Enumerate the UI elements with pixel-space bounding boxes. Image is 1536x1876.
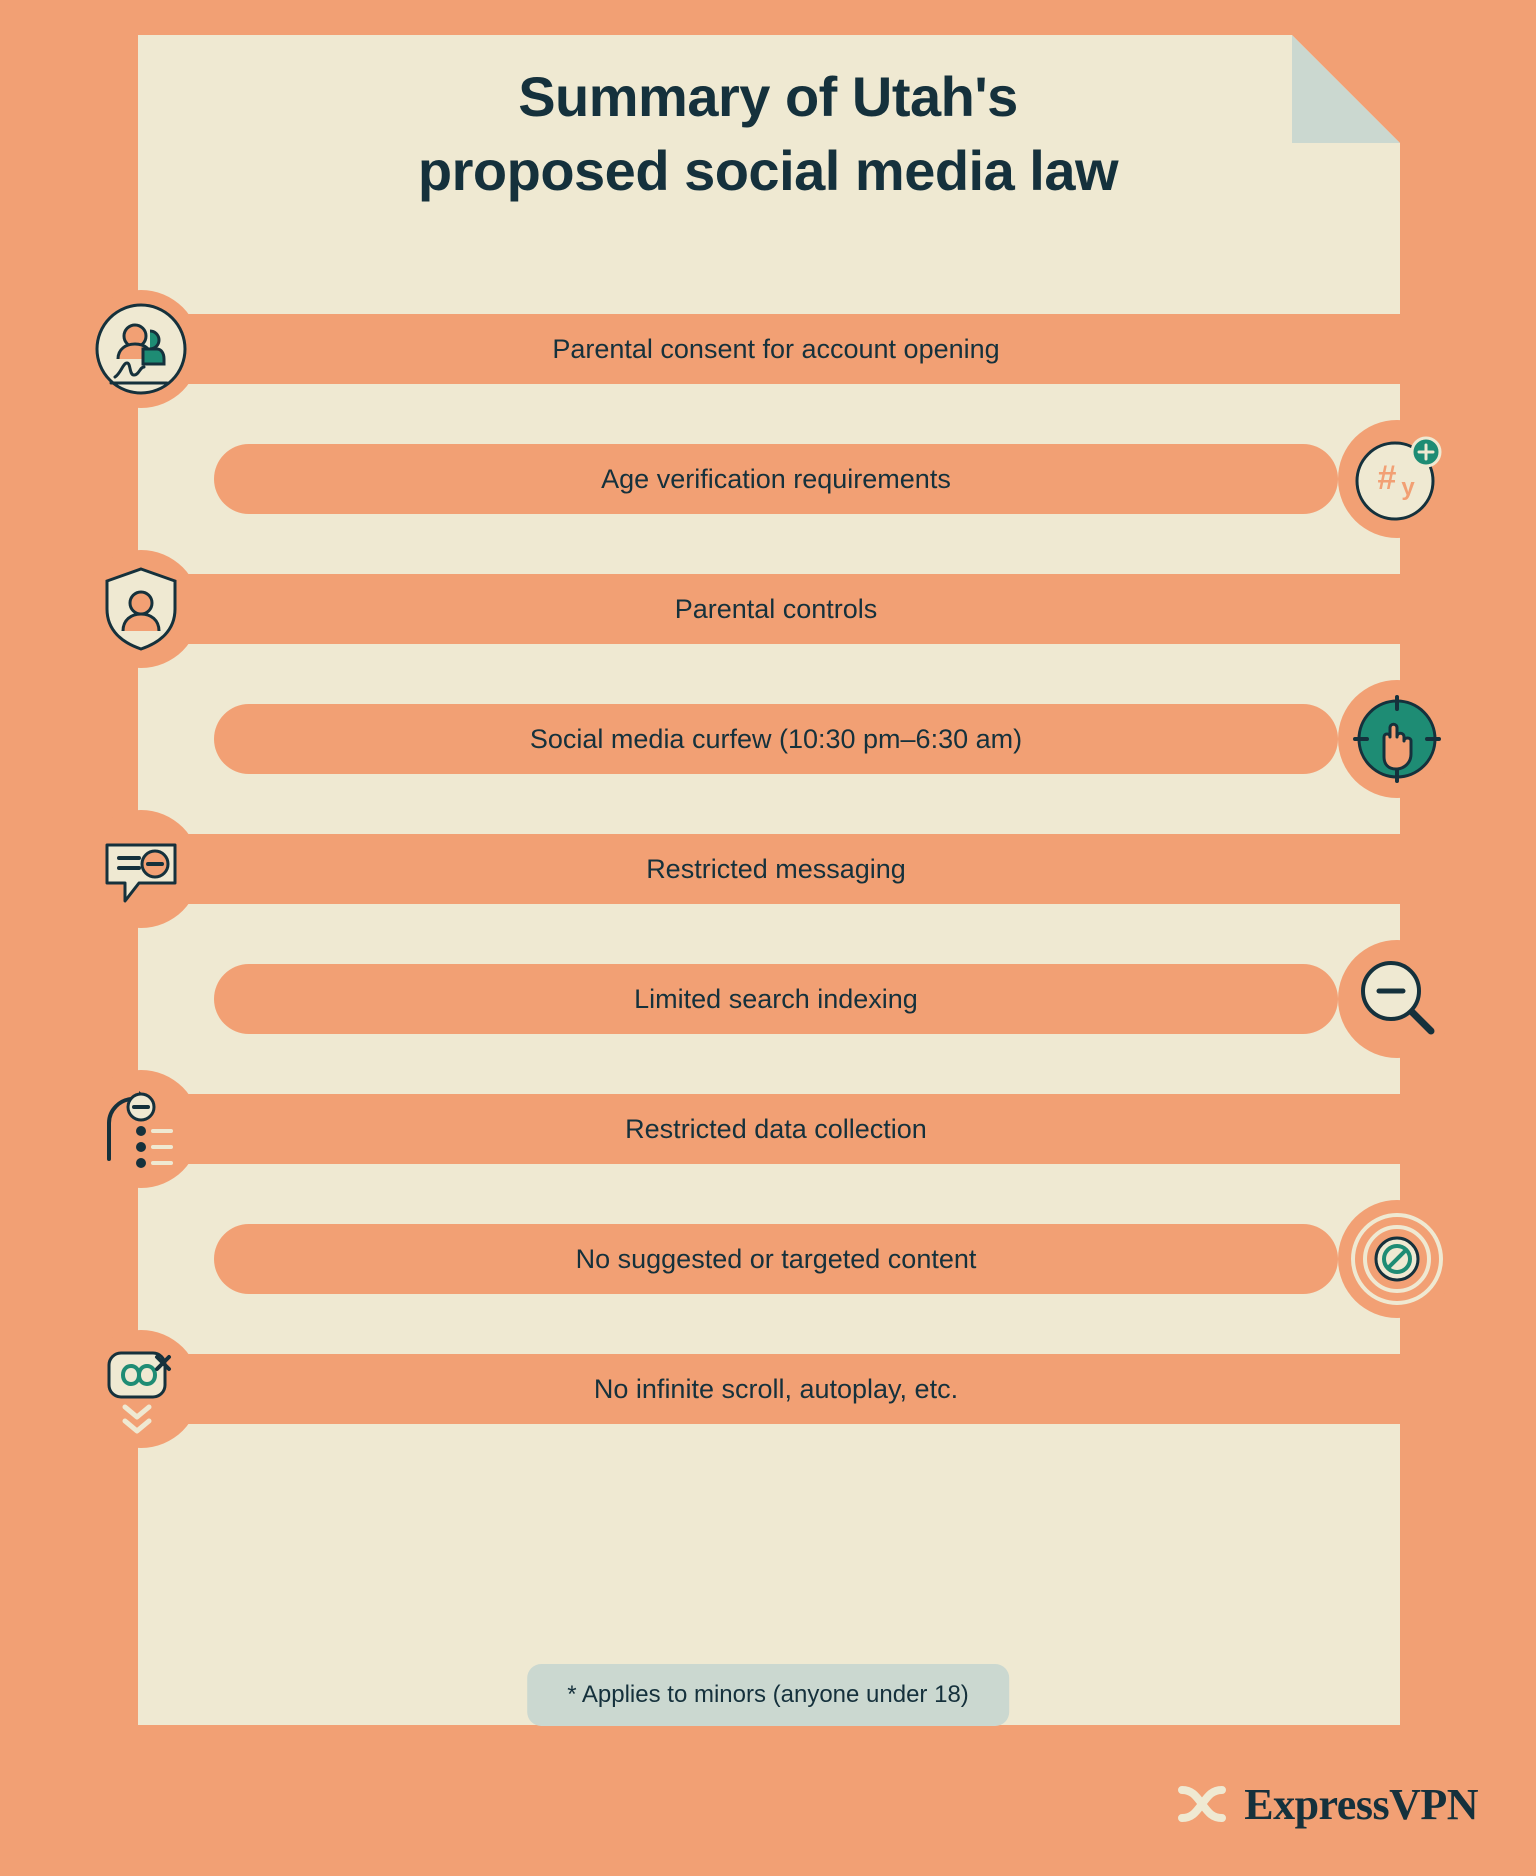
provision-bar xyxy=(100,574,1452,644)
provision-bar xyxy=(214,1224,1338,1294)
provision-bar xyxy=(100,1094,1452,1164)
provision-list xyxy=(0,290,1536,1460)
magnifier-minus-icon xyxy=(1338,940,1456,1058)
list-item xyxy=(0,290,1536,408)
list-item xyxy=(0,1070,1536,1188)
provision-label: Limited search indexing xyxy=(634,983,918,1014)
list-item xyxy=(0,1200,1536,1318)
clock-stop-hand-icon xyxy=(1338,680,1456,798)
provision-bar xyxy=(100,834,1452,904)
target-no-entry-icon xyxy=(1338,1200,1456,1318)
provision-bar xyxy=(100,314,1452,384)
provision-bar xyxy=(214,704,1338,774)
brand-logo xyxy=(1174,1776,1478,1832)
expressvpn-mark-icon xyxy=(1174,1776,1230,1832)
page-title xyxy=(0,60,1536,208)
list-item xyxy=(0,810,1536,928)
provision-label: Social media curfew (10:30 pm–6:30 am) xyxy=(529,723,1023,754)
footnote-badge: * Applies to minors (anyone under 18) xyxy=(527,1664,1009,1726)
age-hashtag-plus-icon xyxy=(1338,420,1456,538)
svg-text:y: y xyxy=(1401,474,1415,501)
title-line-2: proposed social media law xyxy=(417,138,1119,202)
list-item xyxy=(0,680,1536,798)
list-item xyxy=(0,420,1536,538)
provision-label: Restricted messaging xyxy=(646,853,906,884)
chat-bubble-minus-icon xyxy=(82,810,200,928)
title-line-1: Summary of Utah's xyxy=(518,65,1018,128)
data-minus-arrow-icon xyxy=(82,1070,200,1188)
provision-label: Parental controls xyxy=(674,593,878,624)
signature-consent-icon xyxy=(82,290,200,408)
list-item xyxy=(0,940,1536,1058)
brand-name: ExpressVPN xyxy=(1244,1779,1478,1829)
svg-text:#: # xyxy=(1377,459,1397,497)
provision-label: Restricted data collection xyxy=(625,1113,927,1144)
provision-bar xyxy=(214,444,1338,514)
provision-bar xyxy=(100,1354,1452,1424)
infinity-no-scroll-icon xyxy=(82,1330,200,1448)
provision-label: No suggested or targeted content xyxy=(575,1243,977,1274)
provision-label: Parental consent for account opening xyxy=(552,333,1000,364)
list-item xyxy=(0,550,1536,668)
list-item xyxy=(0,1330,1536,1448)
provision-label: No infinite scroll, autoplay, etc. xyxy=(593,1373,959,1404)
provision-label: Age verification requirements xyxy=(601,463,951,494)
provision-bar xyxy=(214,964,1338,1034)
shield-person-icon xyxy=(82,550,200,668)
